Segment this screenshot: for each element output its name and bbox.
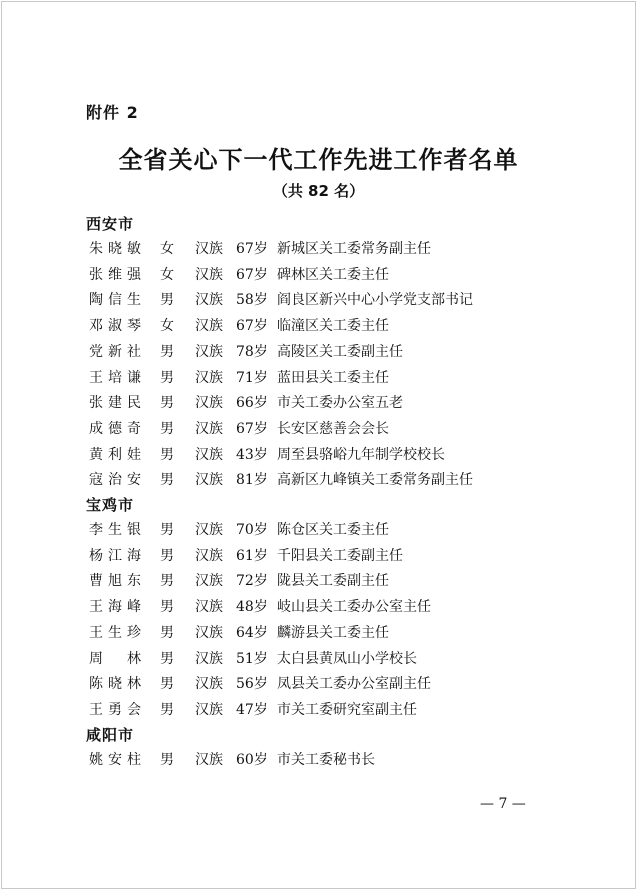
list-item <box>0 570 637 592</box>
person-name: 王生珍 <box>89 624 141 641</box>
list-item <box>0 238 637 260</box>
document-title: 全省关心下一代工作先进工作者名单 <box>118 145 519 174</box>
person-ethnicity: 汉族 <box>195 395 223 412</box>
person-name: 陈晓林 <box>89 676 141 693</box>
list-item <box>0 315 637 337</box>
person-name: 曹旭东 <box>89 573 141 590</box>
section-heading: 西安市 <box>86 215 135 233</box>
person-sex: 男 <box>160 472 174 489</box>
list-item <box>0 418 637 440</box>
person-name: 李生银 <box>89 522 141 538</box>
person-sex: 男 <box>160 292 174 309</box>
person-age: 58岁 <box>236 292 268 309</box>
person-sex: 女 <box>160 318 174 335</box>
person-ethnicity: 汉族 <box>195 522 223 538</box>
person-position: 市关工委秘书长 <box>277 751 375 768</box>
person-name: 党新社 <box>89 343 141 360</box>
person-name: 周林 <box>89 650 141 667</box>
list-item <box>0 749 637 771</box>
person-position: 新城区关工委常务副主任 <box>277 241 431 257</box>
person-sex: 男 <box>160 522 174 538</box>
person-age: 48岁 <box>236 599 268 616</box>
person-position: 市关工委研究室副主任 <box>277 701 417 718</box>
person-name: 王勇会 <box>89 701 141 718</box>
person-ethnicity: 汉族 <box>195 420 223 437</box>
person-ethnicity: 汉族 <box>195 292 223 309</box>
person-sex: 男 <box>160 369 174 386</box>
person-sex: 男 <box>160 420 174 437</box>
section-heading: 咸阳市 <box>86 725 135 744</box>
list-item <box>0 596 637 618</box>
person-sex: 女 <box>160 241 174 257</box>
person-position: 凤县关工委办公室副主任 <box>277 676 431 693</box>
person-age: 78岁 <box>236 343 268 360</box>
person-name: 张维强 <box>89 266 141 283</box>
person-age: 67岁 <box>236 420 268 437</box>
list-item <box>0 264 637 286</box>
person-sex: 男 <box>160 599 174 616</box>
person-position: 陈仓区关工委主任 <box>277 522 389 538</box>
list-item <box>0 622 637 644</box>
person-ethnicity: 汉族 <box>195 701 223 718</box>
person-sex: 男 <box>160 701 174 718</box>
person-ethnicity: 汉族 <box>195 446 223 463</box>
person-position: 市关工委办公室五老 <box>277 395 403 412</box>
person-age: 60岁 <box>236 751 268 768</box>
person-position: 周至县骆峪九年制学校校长 <box>277 446 445 463</box>
person-sex: 男 <box>160 573 174 590</box>
list-item <box>0 545 637 567</box>
person-ethnicity: 汉族 <box>195 318 223 335</box>
person-ethnicity: 汉族 <box>195 624 223 641</box>
person-position: 蓝田县关工委主任 <box>277 369 389 386</box>
person-name: 黄利娃 <box>89 446 141 463</box>
person-name: 朱晓敏 <box>89 241 141 257</box>
person-name: 邓淑琴 <box>89 318 141 335</box>
person-position: 太白县黄凤山小学校长 <box>277 650 417 667</box>
section-heading: 宝鸡市 <box>86 496 135 514</box>
person-name: 成德奇 <box>89 420 141 437</box>
person-ethnicity: 汉族 <box>195 266 223 283</box>
person-position: 千阳县关工委副主任 <box>277 547 403 564</box>
list-item <box>0 341 637 363</box>
person-age: 51岁 <box>236 650 268 667</box>
person-sex: 男 <box>160 343 174 360</box>
list-item <box>0 444 637 466</box>
person-position: 高陵区关工委副主任 <box>277 343 403 360</box>
person-name: 姚安柱 <box>89 751 141 768</box>
person-sex: 男 <box>160 395 174 412</box>
person-age: 81岁 <box>236 472 268 489</box>
person-age: 66岁 <box>236 395 268 412</box>
person-age: 70岁 <box>236 522 268 538</box>
person-position: 陇县关工委副主任 <box>277 573 389 590</box>
person-name: 王海峰 <box>89 599 141 616</box>
person-age: 56岁 <box>236 676 268 693</box>
person-age: 67岁 <box>236 241 268 257</box>
person-name: 张建民 <box>89 395 141 412</box>
person-ethnicity: 汉族 <box>195 343 223 360</box>
person-ethnicity: 汉族 <box>195 650 223 667</box>
person-sex: 男 <box>160 676 174 693</box>
list-item <box>0 699 637 721</box>
person-age: 72岁 <box>236 573 268 590</box>
person-age: 67岁 <box>236 318 268 335</box>
person-ethnicity: 汉族 <box>195 676 223 693</box>
person-name: 陶信生 <box>89 292 141 309</box>
person-sex: 男 <box>160 624 174 641</box>
person-sex: 男 <box>160 650 174 667</box>
list-item <box>0 469 637 491</box>
person-position: 阎良区新兴中心小学党支部书记 <box>277 292 473 309</box>
person-ethnicity: 汉族 <box>195 369 223 386</box>
person-sex: 女 <box>160 266 174 283</box>
person-position: 长安区慈善会会长 <box>277 420 389 437</box>
page-number: — 7 — <box>480 796 526 812</box>
list-item <box>0 289 637 311</box>
document-subtitle: （共 82 名） <box>272 182 365 200</box>
list-item <box>0 367 637 389</box>
person-name: 杨江海 <box>89 547 141 564</box>
person-position: 临潼区关工委主任 <box>277 318 389 335</box>
person-ethnicity: 汉族 <box>195 751 223 768</box>
person-name: 寇治安 <box>89 472 141 489</box>
person-age: 67岁 <box>236 266 268 283</box>
person-age: 61岁 <box>236 547 268 564</box>
person-ethnicity: 汉族 <box>195 241 223 257</box>
list-item <box>0 519 637 541</box>
list-item <box>0 392 637 414</box>
person-age: 64岁 <box>236 624 268 641</box>
attachment-label: 附件 2 <box>86 103 139 122</box>
person-age: 47岁 <box>236 701 268 718</box>
person-position: 高新区九峰镇关工委常务副主任 <box>277 472 473 489</box>
person-position: 岐山县关工委办公室主任 <box>277 599 431 616</box>
person-ethnicity: 汉族 <box>195 547 223 564</box>
person-sex: 男 <box>160 446 174 463</box>
person-name: 王培谦 <box>89 369 141 386</box>
person-ethnicity: 汉族 <box>195 472 223 489</box>
list-item <box>0 673 637 695</box>
person-position: 碑林区关工委主任 <box>277 266 389 283</box>
person-age: 71岁 <box>236 369 268 386</box>
person-sex: 男 <box>160 547 174 564</box>
person-ethnicity: 汉族 <box>195 599 223 616</box>
person-sex: 男 <box>160 751 174 768</box>
list-item <box>0 648 637 670</box>
person-age: 43岁 <box>236 446 268 463</box>
person-ethnicity: 汉族 <box>195 573 223 590</box>
person-position: 麟游县关工委主任 <box>277 624 389 641</box>
